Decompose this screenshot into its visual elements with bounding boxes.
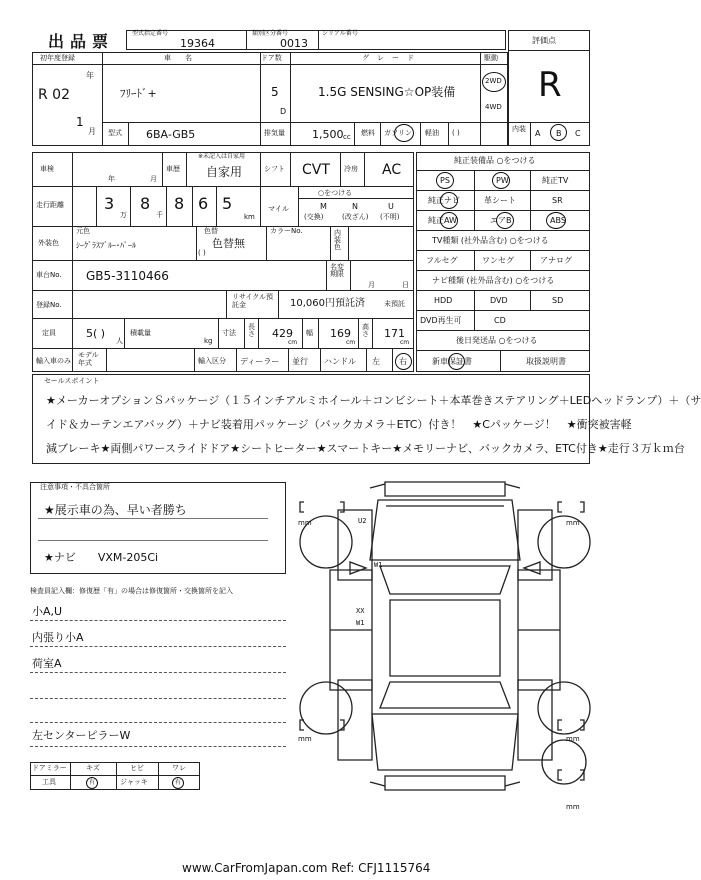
ac-type: AC — [382, 162, 402, 178]
aw-circle — [440, 212, 458, 229]
first-reg-year: R 02 — [38, 87, 70, 103]
fuel-type: ガソリン — [384, 129, 412, 137]
jack-has-circle — [172, 777, 184, 789]
footer-ref: www.CarFromJapan.com Ref: CFJ1115764 — [182, 861, 431, 875]
mileage-digit-4: 6 — [198, 194, 209, 213]
car-name: ﾌﾘｰﾄﾞ+ — [120, 87, 157, 100]
handle-right-circle — [395, 353, 412, 370]
sales-line-1: ★メーカーオプションＳパッケージ（１５インチアルミホイール＋コンビシート＋本革巻きステアリング＋LEDヘッドランプ）＋（サ — [46, 394, 701, 407]
sales-line-2: イド＆カーテンエアバッグ）＋ナビ装着用パッケージ（バックカメラ＋ETC）付き！ ★Cパッケージ！ ★衝突被害軽 — [46, 418, 632, 431]
height-value: 171 — [384, 327, 405, 340]
note-line-1: ★展示車の為、早い者勝ち — [44, 503, 187, 517]
rating-value: R — [538, 65, 562, 105]
vehicle-use: 自家用 — [206, 165, 243, 179]
length-value: 429 — [272, 327, 293, 340]
inspector-item-4: 左センターピラーW — [32, 729, 131, 742]
pw-circle — [492, 172, 510, 189]
tools-has-circle — [86, 777, 98, 789]
damage-w1-side: W1 — [356, 619, 365, 627]
fuel-circle — [394, 124, 414, 142]
damage-xx: XX — [356, 607, 365, 615]
interior-b-circle — [550, 124, 567, 141]
mileage-digit-3: 8 — [174, 194, 185, 213]
chassis-number: GB5-3110466 — [86, 269, 169, 283]
model-number: 19364 — [180, 37, 215, 50]
mileage-digit-5: 5 — [222, 194, 233, 213]
note-line-2: ★ナビ VXM-205Ci — [44, 551, 159, 564]
mileage-digit-1: 3 — [104, 194, 115, 213]
navi-circle — [440, 192, 458, 209]
first-reg-month: 1 — [76, 115, 84, 129]
damage-w1-front: W1 — [374, 561, 383, 569]
ps-circle — [436, 172, 454, 189]
sales-line-3: 減ブレーキ★両側パワースライドドア★シートヒーター★スマートキー★メモリーナビ、バックカメラ、ETC付き★走行３万ｋｍ台 — [46, 442, 685, 455]
inspector-item-3: 荷室A — [32, 657, 62, 670]
car-damage-diagram — [290, 470, 600, 830]
class-number: 0013 — [280, 37, 308, 50]
recycle-fee: 10,060円預託済 — [290, 298, 365, 309]
displacement: 1,500 — [312, 128, 344, 141]
seat-capacity: 5( ) — [86, 327, 106, 340]
door-count: 5 — [271, 85, 279, 99]
warranty-circle — [448, 353, 465, 370]
abs-circle — [546, 212, 566, 229]
width-value: 169 — [330, 327, 351, 340]
color-change: 色替無 — [212, 237, 245, 250]
exterior-color: ｼｰｸﾞﾗｽﾌﾞﾙｰ･ﾊﾟｰﾙ — [76, 241, 136, 250]
shift-type: CVT — [302, 162, 330, 178]
airbag-circle — [496, 212, 514, 229]
mileage-digit-2: 8 — [140, 194, 151, 213]
doc-title: 出品票 — [48, 32, 115, 51]
inspector-item-2: 内張り小A — [32, 631, 84, 644]
model-type: 6BA-GB5 — [146, 128, 196, 141]
grade: 1.5G SENSING☆OP装備 — [318, 85, 456, 99]
inspector-item-1: 小A,U — [32, 605, 63, 618]
damage-u2: U2 — [358, 517, 367, 525]
